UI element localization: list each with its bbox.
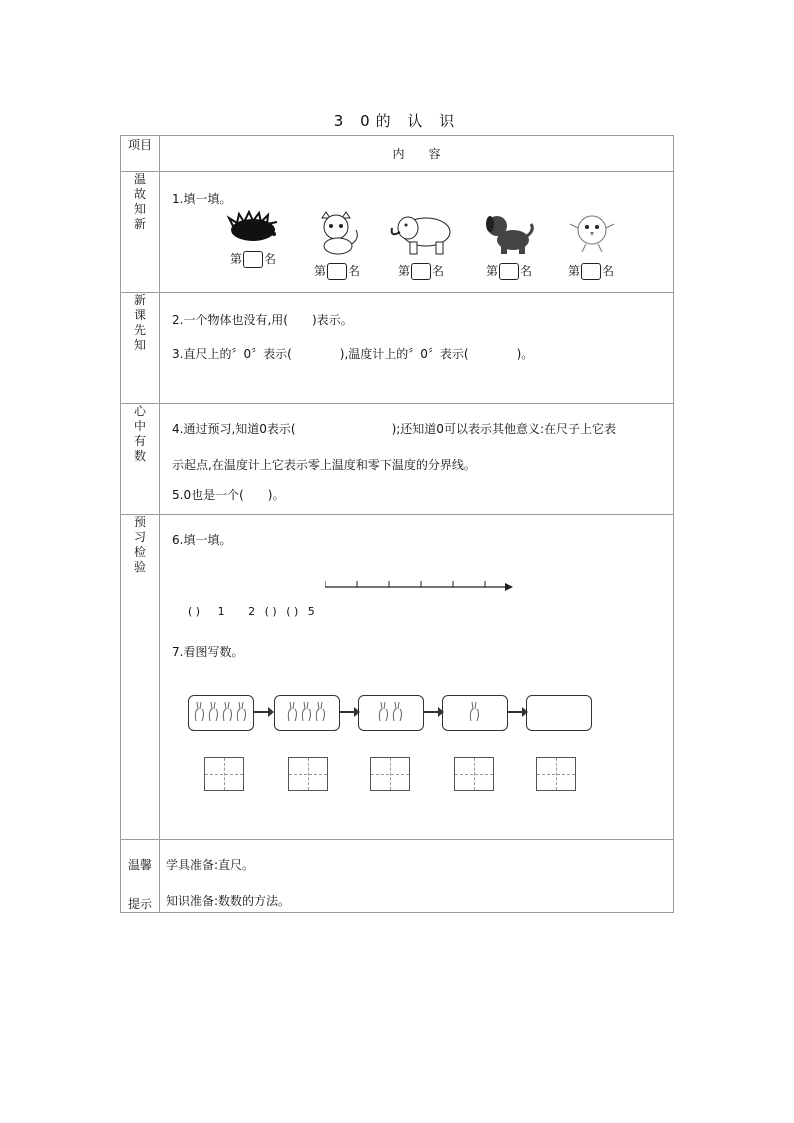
section-label-review: 温故知新 [121, 172, 160, 293]
arrow-4 [508, 711, 526, 713]
question-1: 1.填一填。 [172, 192, 232, 206]
question-6: 6.填一填。 [172, 533, 232, 547]
header-content: 内 容 [160, 136, 674, 172]
question-3: 3.直尺上的〞0〞表示( ),温度计上的〞0〞表示( )。 [172, 347, 534, 361]
animal-dog: 第 名 [474, 210, 544, 280]
worksheet-table [120, 135, 674, 913]
section-check [160, 515, 674, 840]
section-label-tips: 温馨 提示 [121, 840, 160, 913]
answer-box[interactable] [581, 263, 601, 280]
question-4b: 示起点,在温度计上它表示零上温度和零下温度的分界线。 [172, 458, 476, 472]
section-review [160, 172, 674, 293]
page-title: 3 0的 认 识 [333, 112, 461, 130]
rabbit-frame-2 [274, 695, 340, 731]
question-5: 5.0也是一个( )。 [172, 488, 285, 502]
tip-line-2: 知识准备:数数的方法。 [166, 894, 291, 908]
elephant-icon [386, 210, 456, 256]
animal-row [160, 210, 673, 290]
arrow-1 [254, 711, 272, 713]
answer-box[interactable] [243, 251, 263, 268]
arrow-2 [340, 711, 358, 713]
section-preview [160, 293, 674, 404]
writing-box-3[interactable] [370, 757, 410, 791]
animal-cat: 第 名 [302, 210, 372, 280]
header-item: 项目 [121, 136, 160, 172]
rabbit-icon [191, 701, 251, 723]
writing-box-2[interactable] [288, 757, 328, 791]
section-tips [160, 840, 674, 913]
dog-icon [481, 210, 537, 256]
animal-chick: 第 名 [556, 210, 626, 280]
rabbit-icon [284, 701, 330, 723]
section-label-heart: 心中有数 [121, 404, 160, 515]
answer-box[interactable] [499, 263, 519, 280]
tip-line-1: 学具准备:直尺。 [166, 858, 255, 872]
chick-icon [566, 210, 616, 256]
question-4a: 4.通过预习,知道0表示( );还知道0可以表示其他意义:在尺子上它表 [172, 422, 616, 436]
answer-box[interactable] [411, 263, 431, 280]
writing-box-5[interactable] [536, 757, 576, 791]
writing-box-4[interactable] [454, 757, 494, 791]
rabbit-icon [466, 701, 484, 723]
hedgehog-icon [225, 210, 281, 244]
rabbit-frame-1 [188, 695, 254, 731]
rabbit-sequence [188, 695, 608, 735]
question-7: 7.看图写数。 [172, 645, 244, 659]
rabbit-frame-3 [358, 695, 424, 731]
writing-box-1[interactable] [204, 757, 244, 791]
cat-icon [312, 210, 362, 256]
animal-elephant: 第 名 [386, 210, 456, 280]
rabbit-frame-5-empty [526, 695, 592, 731]
animal-hedgehog: 第 名 [218, 210, 288, 268]
section-label-preview: 新课先知 [121, 293, 160, 404]
number-line-labels: ( ) 1 2 ( ) ( ) 5 [188, 605, 315, 618]
arrow-3 [424, 711, 442, 713]
rabbit-frame-4 [442, 695, 508, 731]
number-line [325, 579, 515, 593]
section-label-check: 预习检验 [121, 515, 160, 840]
answer-box[interactable] [327, 263, 347, 280]
rabbit-icon [375, 701, 407, 723]
section-heart [160, 404, 674, 515]
question-2: 2.一个物体也没有,用( )表示。 [172, 313, 353, 327]
